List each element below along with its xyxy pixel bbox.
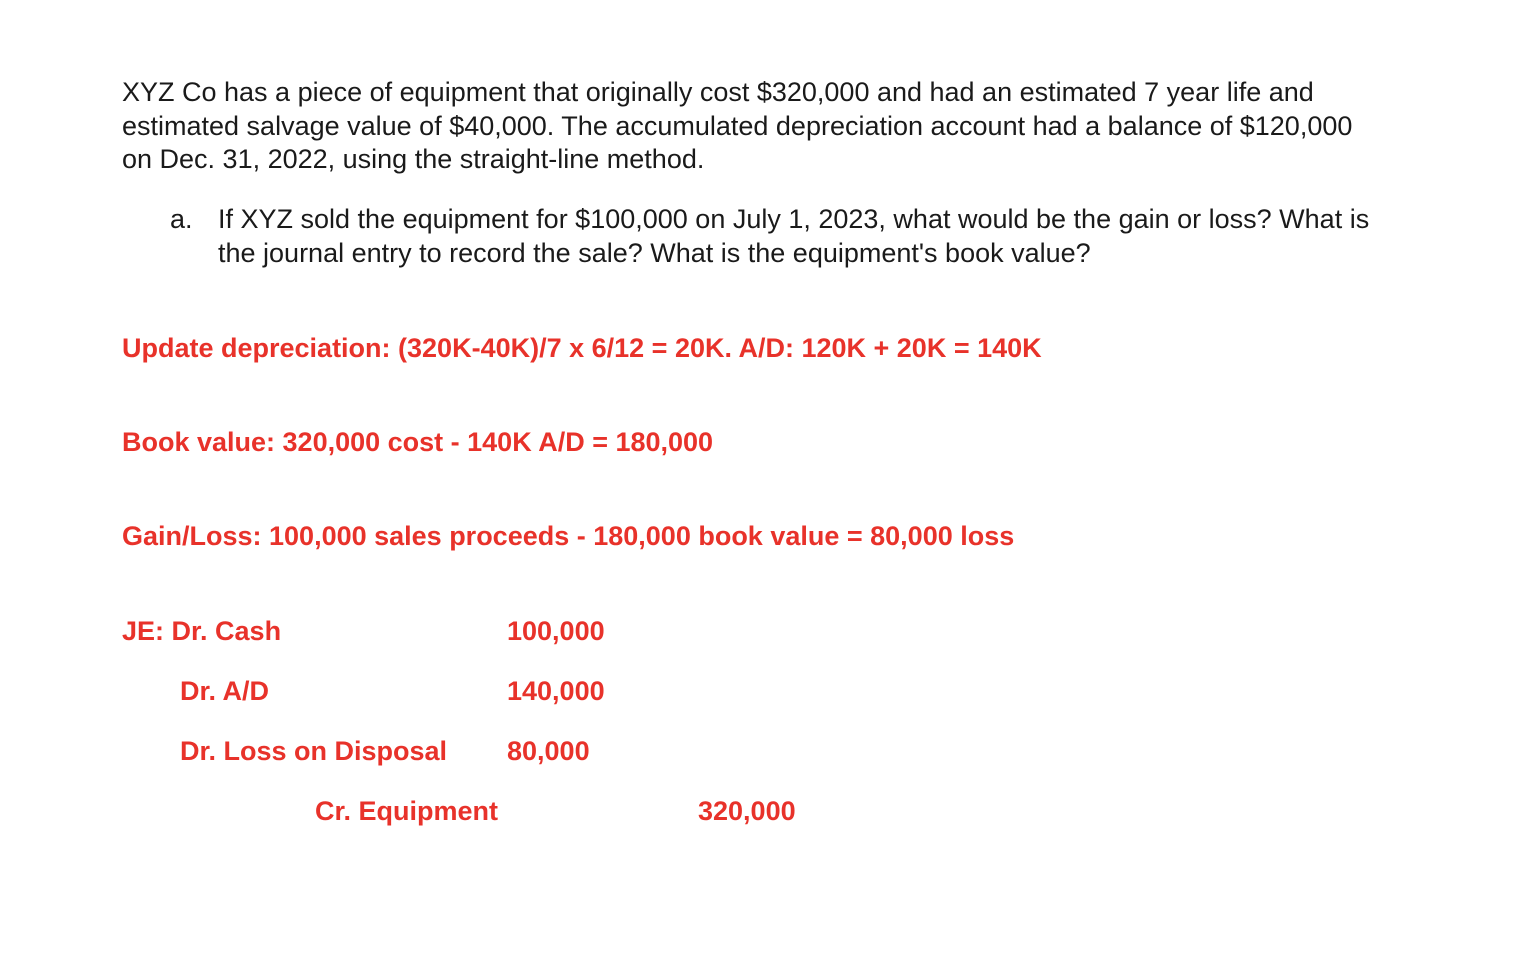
je-equipment-account: Cr. Equipment	[315, 796, 499, 826]
je-ad-account: Dr. A/D	[180, 676, 270, 706]
je-loss-account: Dr. Loss on Disposal	[180, 736, 448, 766]
je-equipment-credit: 320,000	[698, 796, 796, 826]
problem-statement: XYZ Co has a piece of equipment that originally cost $320,000 and had an estimated 7 year life and estimated salvage value of $40,000. The accumulated depreciation account had a balance of $120,000 on Dec. 31, 2022, using the straight-line method.	[122, 77, 1353, 174]
je-ad-debit: 140,000	[507, 676, 605, 706]
je-loss-debit: 80,000	[507, 736, 590, 766]
book-value-answer: Book value: 320,000 cost - 140K A/D = 180,000	[122, 427, 714, 457]
je-cash-account: JE: Dr. Cash	[122, 616, 282, 646]
depreciation-answer: Update depreciation: (320K-40K)/7 x 6/12 = 20K. A/D: 120K + 20K = 140K	[122, 333, 1042, 363]
question-text: If XYZ sold the equipment for $100,000 on July 1, 2023, what would be the gain or loss? What is the journal entry to record the sale? What is the equipment's book value?	[218, 204, 1370, 268]
je-cash-debit: 100,000	[507, 616, 605, 646]
question-marker: a.	[170, 204, 193, 234]
gain-loss-answer: Gain/Loss: 100,000 sales proceeds - 180,000 book value = 80,000 loss	[122, 521, 1015, 551]
